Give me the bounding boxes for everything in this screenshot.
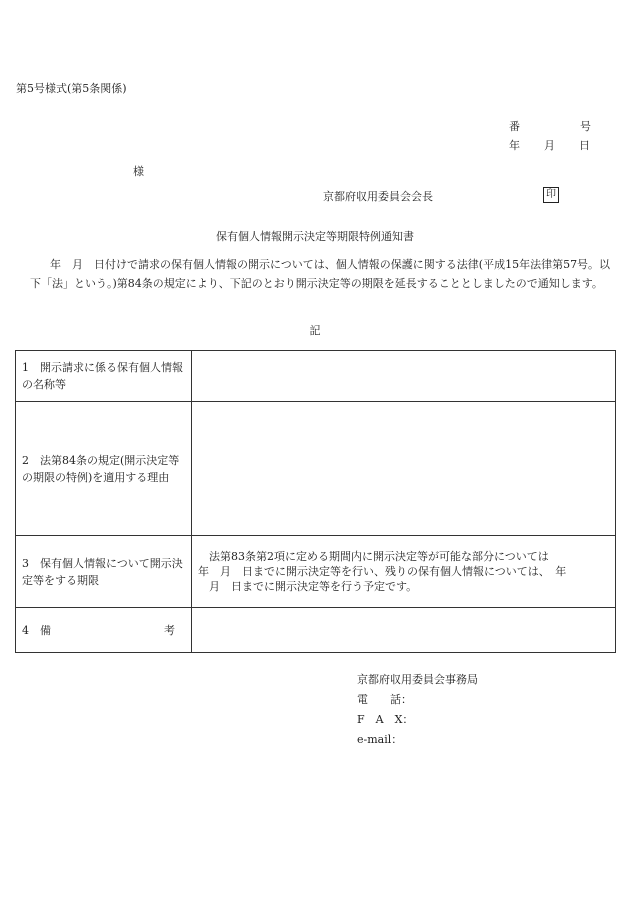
email-label: e-mail：	[357, 733, 403, 746]
table-row	[16, 608, 616, 653]
table-row	[16, 351, 616, 402]
day-label: 日	[579, 139, 590, 152]
recipient-suffix: 様	[133, 165, 144, 178]
contact-block	[357, 670, 478, 750]
body-paragraph	[30, 255, 615, 293]
item-value	[192, 536, 616, 608]
office-name: 京都府収用委員会事務局	[357, 673, 478, 686]
year-label: 年	[509, 139, 520, 152]
document-title: 保有個人情報開示決定等期限特例通知書	[216, 230, 414, 243]
month-label: 月	[544, 139, 555, 152]
sender-name: 京都府収用委員会会長	[323, 190, 433, 203]
bikou-left: 4 備	[22, 623, 51, 637]
go-label: 号	[580, 120, 591, 133]
item-label: 2 法第84条の規定(開示決定等の期限の特例)を適用する理由	[16, 402, 192, 536]
item-value-line: 年 月 日までに開示決定等を行い、残りの保有個人情報については、 年	[198, 565, 567, 578]
tel-label: 電 話：	[357, 693, 412, 706]
form-number: 第5号様式(第5条関係)	[16, 82, 127, 95]
item-label: 3 保有個人情報について開示決定等をする期限	[16, 536, 192, 608]
fax-label: F A X：	[357, 713, 414, 726]
ban-label: 番	[509, 120, 520, 133]
seal-mark: 印	[543, 187, 559, 203]
document-number-line	[509, 118, 591, 134]
body-text: 年 月 日付けで請求の保有個人情報の開示については、個人情報の保護に関する法律(平成15年法律第57号。以下「法」という。)第84条の規定により、下記のとおり開示決定等の期限を延長することとしましたので通知します。	[30, 258, 611, 290]
item-value	[192, 608, 616, 653]
item-value	[192, 402, 616, 536]
table-row	[16, 402, 616, 536]
item-value	[192, 351, 616, 402]
bikou-right: 考	[164, 623, 175, 637]
item-value-line: 月 日までに開示決定等を行う予定です。	[198, 580, 418, 593]
item-value-line: 法第83条第2項に定める期間内に開示決定等が可能な部分については	[198, 550, 549, 563]
items-table	[15, 350, 616, 653]
item-label: 1 開示請求に係る保有個人情報の名称等	[16, 351, 192, 402]
item-label	[16, 608, 192, 653]
ki-heading: 記	[309, 324, 321, 337]
table-row	[16, 536, 616, 608]
date-line	[509, 137, 590, 153]
